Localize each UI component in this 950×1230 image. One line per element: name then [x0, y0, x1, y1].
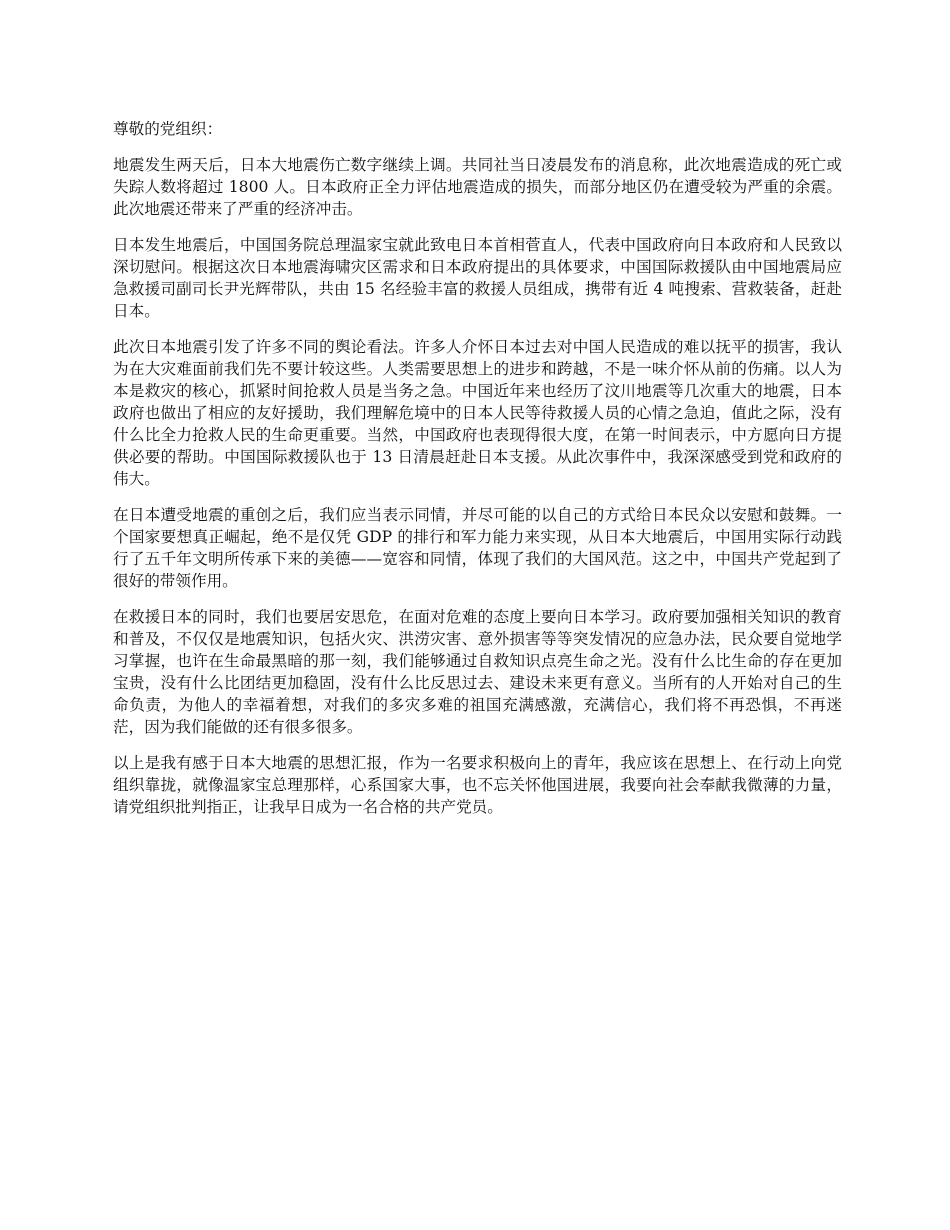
paragraph-5: 在救援日本的同时，我们也要居安思危，在面对危难的态度上要向日本学习。政府要加强相关知识的教育和普及，不仅仅是地震知识，包括火灾、洪涝灾害、意外损害等等突发情况的应急办法，民众要自觉地学习掌握，也许在生命最黑暗的那一刻，我们能够通过自救知识点亮生命之光。没有什么比生命的存在更加宝贵，没有什么比团结更加稳固，没有什么比反思过去、建设未来更有意义。当所有的人开始对自己的生命负责，为他人的幸福着想，对我们的多灾多难的祖国充满感激，充满信心，我们将不再恐惧，不再迷茫，因为我们能做的还有很多很多。 — [113, 608, 842, 736]
paragraph-2: 日本发生地震后，中国国务院总理温家宝就此致电日本首相菅直人，代表中国政府向日本政府和人民致以深切慰问。根据这次日本地震海啸灾区需求和日本政府提出的具体要求，中国国际救援队由中国地震局应急救援司副司长尹光辉带队，共由 15 名经验丰富的救援人员组成，携带有近 4 吨搜索、营救装备，赶赴日本。 — [113, 236, 842, 320]
paragraph-6: 以上是我有感于日本大地震的思想汇报，作为一名要求积极向上的青年，我应该在思想上、在行动上向党组织靠拢，就像温家宝总理那样，心系国家大事，也不忘关怀他国进展，我要向社会奉献我微薄的力量，请党组织批判指正，让我早日成为一名合格的共产党员。 — [113, 754, 842, 816]
document-body — [113, 118, 842, 832]
paragraph-4: 在日本遭受地震的重创之后，我们应当表示同情，并尽可能的以自己的方式给日本民众以安慰和鼓舞。一个国家要想真正崛起，绝不是仅凭 GDP 的排行和军力能力来实现，从日本大地震后，中国用实际行动践行了五千年文明所传承下来的美德——宽容和同情，体现了我们的大国风范。这之中，中国共产党起到了很好的带领作用。 — [113, 506, 842, 590]
paragraph-1: 地震发生两天后，日本大地震伤亡数字继续上调。共同社当日凌晨发布的消息称，此次地震造成的死亡或失踪人数将超过 1800 人。日本政府正全力评估地震造成的损失，而部分地区仍在遭受较为严重的余震。此次地震还带来了严重的经济冲击。 — [113, 156, 842, 218]
paragraph-3: 此次日本地震引发了许多不同的舆论看法。许多人介怀日本过去对中国人民造成的难以抚平的损害，我认为在大灾难面前我们先不要计较这些。人类需要思想上的进步和跨越，不是一味介怀从前的伤痛。以人为本是救灾的核心，抓紧时间抢救人员是当务之急。中国近年来也经历了汶川地震等几次重大的地震，日本政府也做出了相应的友好援助，我们理解危境中的日本人民等待救援人员的心情之急迫，值此之际，没有什么比全力抢救人民的生命更重要。当然，中国政府也表现得很大度，在第一时间表示，中方愿向日方提供必要的帮助。中国国际救援队也于 13 日清晨赶赴日本支援。从此次事件中，我深深感受到党和政府的伟大。 — [113, 338, 842, 488]
salutation: 尊敬的党组织： — [113, 120, 223, 138]
